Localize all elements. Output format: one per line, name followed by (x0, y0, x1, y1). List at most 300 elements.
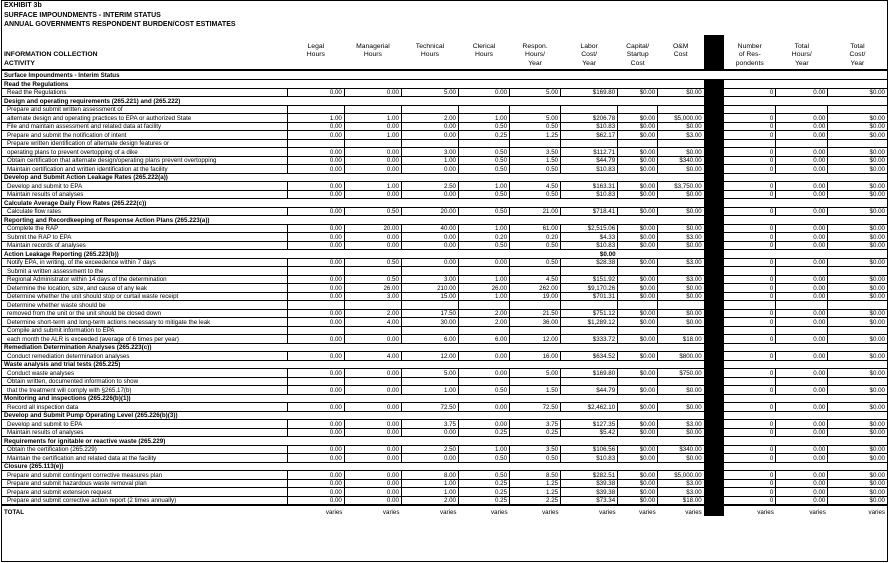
number-respondents: 0 (724, 403, 776, 412)
total-cost: $0.00 (828, 479, 887, 488)
activity-row (2, 165, 887, 174)
total-legal-hours: varies (287, 505, 344, 516)
capital-cost: $0.00 (618, 403, 658, 412)
respon-hours: 2.25 (510, 496, 561, 505)
om-cost: $0.00 (658, 190, 704, 199)
technical-hours: 5.00 (401, 88, 458, 97)
capital-cost: $0.00 (618, 420, 658, 429)
exhibit-label: EXHIBIT 3b (4, 2, 42, 9)
total-cost (828, 139, 887, 148)
managerial-hours: 4.00 (344, 318, 401, 327)
activity-row (2, 241, 887, 250)
section-spacer (724, 343, 887, 352)
separator-column (704, 343, 724, 352)
clerical-hours: 1.00 (459, 292, 510, 301)
activity-row (2, 318, 887, 327)
exhibit-sheet (1, 0, 888, 562)
capital-cost: $0.00 (618, 318, 658, 327)
om-cost: $3.00 (658, 258, 704, 267)
managerial-hours: 0.00 (344, 403, 401, 412)
capital-cost: $0.00 (618, 165, 658, 174)
separator-column (704, 131, 724, 140)
om-cost: $3.00 (658, 488, 704, 497)
total-cost: $0.00 (828, 148, 887, 157)
labor-cost: $62.17 (561, 131, 618, 140)
separator-column (704, 80, 724, 89)
capital-cost: $0.00 (618, 292, 658, 301)
activity-continuation-row (2, 139, 887, 148)
number-respondents: 0 (724, 258, 776, 267)
om-cost: $340.00 (658, 156, 704, 165)
separator-column (704, 199, 724, 208)
om-cost (658, 267, 704, 276)
section-spacer (618, 216, 704, 225)
capital-cost (618, 267, 658, 276)
technical-hours: 1.00 (401, 488, 458, 497)
activity-label: Prepare and submit the notification of intent (2, 131, 287, 140)
managerial-hours (344, 326, 401, 335)
managerial-hours: 0.00 (344, 488, 401, 497)
legal-hours (287, 301, 344, 310)
separator-column (704, 335, 724, 344)
number-respondents: 0 (724, 445, 776, 454)
activity-row (2, 471, 887, 480)
clerical-hours: 1.00 (459, 275, 510, 284)
clerical-hours: 0.25 (459, 496, 510, 505)
om-cost: $18.00 (658, 335, 704, 344)
activity-label: Maintain records of analyses (2, 241, 287, 250)
respon-hours: 0.50 (510, 165, 561, 174)
total-capital-cost: varies (618, 505, 658, 516)
technical-hours: 20.00 (401, 207, 458, 216)
clerical-hours: 1.00 (459, 445, 510, 454)
total-hours: 0.00 (776, 207, 828, 216)
header-total-hours: Total Hours/ Year (791, 42, 812, 67)
total-total-hours: varies (776, 505, 828, 516)
total-hours: 0.00 (776, 88, 828, 97)
clerical-hours: 0.50 (459, 207, 510, 216)
legal-hours (287, 267, 344, 276)
number-respondents: 0 (724, 131, 776, 140)
managerial-hours: 0.50 (344, 258, 401, 267)
separator-column (704, 386, 724, 395)
technical-hours (401, 326, 458, 335)
om-cost: $3.00 (658, 131, 704, 140)
activity-row (2, 207, 887, 216)
section-header-row (2, 343, 887, 352)
number-respondents (724, 301, 776, 310)
technical-hours: 0.00 (401, 241, 458, 250)
capital-cost: $0.00 (618, 352, 658, 361)
header-activity: INFORMATION COLLECTION ACTIVITY (4, 51, 98, 67)
activity-continuation-row (2, 326, 887, 335)
technical-hours: 2.00 (401, 496, 458, 505)
labor-cost: $282.51 (561, 471, 618, 480)
managerial-hours: 0.00 (344, 420, 401, 429)
header-respon-hours: Respon. Hours/ Year (522, 42, 548, 67)
legal-hours: 0.00 (287, 224, 344, 233)
technical-hours: 0.00 (401, 258, 458, 267)
activity-label: Develop and submit to EPA (2, 420, 287, 429)
managerial-hours: 0.00 (344, 496, 401, 505)
number-respondents: 0 (724, 122, 776, 131)
labor-cost: $28.38 (561, 258, 618, 267)
clerical-hours: 0.50 (459, 156, 510, 165)
managerial-hours: 0.00 (344, 335, 401, 344)
capital-cost (618, 377, 658, 386)
capital-cost: $0.00 (618, 309, 658, 318)
activity-row (2, 335, 887, 344)
separator-column (704, 148, 724, 157)
section-labor-cost (561, 173, 618, 182)
clerical-hours: 0.20 (459, 233, 510, 242)
respon-hours (510, 301, 561, 310)
capital-cost: $0.00 (618, 284, 658, 293)
activity-row (2, 122, 887, 131)
om-cost: $750.00 (658, 369, 704, 378)
number-respondents: 0 (724, 284, 776, 293)
separator-column (704, 207, 724, 216)
activity-row (2, 479, 887, 488)
total-hours: 0.00 (776, 122, 828, 131)
header-om-cost: O&M Cost (672, 42, 689, 59)
total-cost: $0.00 (828, 309, 887, 318)
labor-cost: $718.41 (561, 207, 618, 216)
separator-column (704, 267, 724, 276)
legal-hours: 0.00 (287, 207, 344, 216)
total-cost: $0.00 (828, 224, 887, 233)
respon-hours (510, 326, 561, 335)
header-technical: Technical Hours (415, 42, 445, 59)
managerial-hours (344, 267, 401, 276)
activity-row (2, 148, 887, 157)
total-cost (828, 326, 887, 335)
total-clerical-hours: varies (459, 505, 510, 516)
respon-hours: 4.50 (510, 182, 561, 191)
technical-hours: 1.00 (401, 156, 458, 165)
capital-cost (618, 139, 658, 148)
separator-column (704, 496, 724, 505)
om-cost: $0.00 (658, 454, 704, 463)
number-respondents: 0 (724, 318, 776, 327)
om-cost: $0.00 (658, 148, 704, 157)
clerical-hours: 0.00 (459, 352, 510, 361)
section-spacer (724, 394, 887, 403)
respon-hours: 0.50 (510, 241, 561, 250)
labor-cost: $2,462.10 (561, 403, 618, 412)
activity-row (2, 156, 887, 165)
total-hours: 0.00 (776, 445, 828, 454)
om-cost: $0.00 (658, 241, 704, 250)
capital-cost: $0.00 (618, 496, 658, 505)
activity-row (2, 445, 887, 454)
section-title: Calculate Average Daily Flow Rates (265.222(c)) (2, 199, 561, 208)
legal-hours: 0.00 (287, 369, 344, 378)
header-managerial: Managerial Hours (356, 42, 390, 59)
separator-column (704, 139, 724, 148)
total-cost: $0.00 (828, 352, 887, 361)
capital-cost: $0.00 (618, 275, 658, 284)
respon-hours: 0.50 (510, 122, 561, 131)
separator-column (704, 437, 724, 446)
separator-column (704, 454, 724, 463)
separator-column (704, 190, 724, 199)
legal-hours: 0.00 (287, 148, 344, 157)
technical-hours: 2.50 (401, 182, 458, 191)
total-hours: 0.00 (776, 292, 828, 301)
legal-hours: 0.00 (287, 352, 344, 361)
capital-cost: $0.00 (618, 224, 658, 233)
respon-hours (510, 139, 561, 148)
managerial-hours: 0.00 (344, 241, 401, 250)
activity-label: that the treatment will comply with §265.17(b) (2, 386, 287, 395)
activity-label: Read the Regulations (2, 88, 287, 97)
capital-cost: $0.00 (618, 471, 658, 480)
separator-column (704, 216, 724, 225)
separator-column (704, 173, 724, 182)
total-hours: 0.00 (776, 284, 828, 293)
managerial-hours: 0.00 (344, 471, 401, 480)
legal-hours: 0.00 (287, 165, 344, 174)
section-title: Design and operating requirements (265.221) and (265.222) (2, 97, 561, 106)
technical-hours: 1.00 (401, 479, 458, 488)
number-respondents (724, 105, 776, 114)
section-spacer (618, 250, 704, 259)
separator-column (704, 250, 724, 259)
clerical-hours: 0.50 (459, 148, 510, 157)
technical-hours: 2.50 (401, 445, 458, 454)
om-cost: $3.00 (658, 275, 704, 284)
number-respondents: 0 (724, 148, 776, 157)
section-labor-cost (561, 216, 618, 225)
technical-hours: 40.00 (401, 224, 458, 233)
activity-label: Determine whether waste should be (2, 301, 287, 310)
separator-column (704, 284, 724, 293)
technical-hours: 8.00 (401, 471, 458, 480)
number-respondents: 0 (724, 190, 776, 199)
legal-hours: 0.00 (287, 488, 344, 497)
section-labor-cost (561, 97, 618, 106)
om-cost (658, 139, 704, 148)
activity-label: Determine short-term and long-term actions necessary to mitigate the leak (2, 318, 287, 327)
clerical-hours: 0.25 (459, 488, 510, 497)
number-respondents: 0 (724, 471, 776, 480)
managerial-hours (344, 301, 401, 310)
labor-cost: $10.83 (561, 241, 618, 250)
number-respondents: 0 (724, 114, 776, 123)
activity-row (2, 224, 887, 233)
capital-cost: $0.00 (618, 428, 658, 437)
activity-row (2, 233, 887, 242)
activity-label: Determine whether the unit should stop or curtail waste receipt (2, 292, 287, 301)
activity-row (2, 131, 887, 140)
managerial-hours: 1.00 (344, 131, 401, 140)
total-cost: $0.00 (828, 233, 887, 242)
legal-hours: 0.00 (287, 182, 344, 191)
burden-cost-table (2, 35, 887, 516)
om-cost: $800.00 (658, 352, 704, 361)
respon-hours: 0.50 (510, 454, 561, 463)
capital-cost: $0.00 (618, 369, 658, 378)
clerical-hours: 0.25 (459, 479, 510, 488)
respon-hours (510, 267, 561, 276)
labor-cost: $106.56 (561, 445, 618, 454)
managerial-hours: 1.00 (344, 114, 401, 123)
labor-cost: $151.92 (561, 275, 618, 284)
clerical-hours (459, 326, 510, 335)
activity-label: Submit a written assessment to the (2, 267, 287, 276)
clerical-hours (459, 301, 510, 310)
total-cost: $0.00 (828, 292, 887, 301)
om-cost: $3,750.00 (658, 182, 704, 191)
number-respondents: 0 (724, 454, 776, 463)
section-title: Closure (265.113(e)) (2, 462, 561, 471)
legal-hours: 0.00 (287, 122, 344, 131)
managerial-hours: 0.00 (344, 479, 401, 488)
om-cost: $0.00 (658, 386, 704, 395)
separator-column (704, 352, 724, 361)
activity-label: Calculate flow rates (2, 207, 287, 216)
separator-column (704, 369, 724, 378)
total-hours: 0.00 (776, 496, 828, 505)
clerical-hours: 0.50 (459, 165, 510, 174)
respon-hours: 3.75 (510, 420, 561, 429)
number-respondents: 0 (724, 207, 776, 216)
technical-hours: 17.50 (401, 309, 458, 318)
om-cost: $0.00 (658, 165, 704, 174)
activity-label: Complete the RAP (2, 224, 287, 233)
section-labor-cost (561, 80, 618, 89)
section-header-row (2, 437, 887, 446)
respon-hours (510, 377, 561, 386)
clerical-hours (459, 267, 510, 276)
clerical-hours: 0.50 (459, 386, 510, 395)
managerial-hours: 0.00 (344, 233, 401, 242)
total-hours: 0.00 (776, 403, 828, 412)
activity-label: Maintain certification and written identification at the facility (2, 165, 287, 174)
total-cost: $0.00 (828, 318, 887, 327)
labor-cost (561, 139, 618, 148)
total-cost (828, 105, 887, 114)
number-respondents: 0 (724, 335, 776, 344)
clerical-hours: 0.00 (459, 258, 510, 267)
exhibit-titles (4, 1, 236, 30)
total-number-respondents: varies (724, 505, 776, 516)
section-spacer (724, 97, 887, 106)
respon-hours (510, 105, 561, 114)
number-respondents (724, 139, 776, 148)
om-cost: $0.00 (658, 207, 704, 216)
om-cost: $0.00 (658, 318, 704, 327)
clerical-hours: 1.00 (459, 224, 510, 233)
top-section-spacer (724, 70, 887, 80)
labor-cost: $10.83 (561, 165, 618, 174)
legal-hours (287, 105, 344, 114)
respon-hours: 8.50 (510, 471, 561, 480)
total-hours: 0.00 (776, 318, 828, 327)
total-hours: 0.00 (776, 190, 828, 199)
clerical-hours: 0.00 (459, 403, 510, 412)
capital-cost: $0.00 (618, 156, 658, 165)
total-hours: 0.00 (776, 454, 828, 463)
separator-column (704, 258, 724, 267)
respon-hours: 36.00 (510, 318, 561, 327)
capital-cost: $0.00 (618, 182, 658, 191)
activity-label: Determine the location, size, and cause of any leak (2, 284, 287, 293)
clerical-hours: 0.00 (459, 369, 510, 378)
section-header-row (2, 97, 887, 106)
activity-label: Obtain the certification (265.229) (2, 445, 287, 454)
section-labor-cost (561, 394, 618, 403)
labor-cost: $163.31 (561, 182, 618, 191)
section-spacer (724, 437, 887, 446)
clerical-hours: 0.50 (459, 471, 510, 480)
total-cost: $0.00 (828, 165, 887, 174)
header-labor-cost: Labor Cost/ Year (580, 42, 598, 67)
legal-hours: 0.00 (287, 386, 344, 395)
respon-hours: 5.00 (510, 88, 561, 97)
total-cost: $0.00 (828, 131, 887, 140)
exhibit-status: SURFACE IMPOUNDMENTS - INTERIM STATUS (4, 11, 161, 19)
legal-hours: 0.00 (287, 403, 344, 412)
total-row (2, 505, 887, 516)
number-respondents (724, 377, 776, 386)
total-cost: $0.00 (828, 428, 887, 437)
total-cost: $0.00 (828, 190, 887, 199)
activity-label: Record all inspection data (2, 403, 287, 412)
header-total-cost: Total Cost/ Year (849, 42, 866, 67)
section-labor-cost (561, 411, 618, 420)
number-respondents: 0 (724, 386, 776, 395)
separator-column (704, 318, 724, 327)
section-spacer (724, 411, 887, 420)
capital-cost: $0.00 (618, 122, 658, 131)
om-cost: $0.00 (658, 403, 704, 412)
section-spacer (618, 80, 704, 89)
clerical-hours: 1.00 (459, 114, 510, 123)
activity-label: Notify EPA, in writing, of the exceedence within 7 days (2, 258, 287, 267)
separator-column (704, 488, 724, 497)
number-respondents: 0 (724, 292, 776, 301)
legal-hours: 0.00 (287, 496, 344, 505)
total-cost: $0.00 (828, 403, 887, 412)
capital-cost: $0.00 (618, 241, 658, 250)
legal-hours: 0.00 (287, 335, 344, 344)
labor-cost: $10.83 (561, 454, 618, 463)
labor-cost (561, 267, 618, 276)
activity-row (2, 114, 887, 123)
technical-hours: 0.00 (401, 233, 458, 242)
om-cost: $5,000.00 (658, 114, 704, 123)
activity-label: operating plans to prevent overtopping of a dike (2, 148, 287, 157)
activity-row (2, 88, 887, 97)
activity-row (2, 292, 887, 301)
activity-row (2, 488, 887, 497)
technical-hours: 1.00 (401, 386, 458, 395)
activity-label: removed from the unit or the unit should be closed down (2, 309, 287, 318)
separator-column (704, 233, 724, 242)
activity-label: Compile and submit information to EPA (2, 326, 287, 335)
capital-cost (618, 326, 658, 335)
total-managerial-hours: varies (344, 505, 401, 516)
om-cost: $0.00 (658, 224, 704, 233)
header-number-respondents: Number of Res- pondents (735, 42, 764, 67)
respon-hours: 21.00 (510, 207, 561, 216)
separator-column (704, 394, 724, 403)
section-title: Develop and Submit Pump Operating Level (265.226(b)(3)) (2, 411, 561, 420)
number-respondents (724, 326, 776, 335)
total-hours: 0.00 (776, 165, 828, 174)
